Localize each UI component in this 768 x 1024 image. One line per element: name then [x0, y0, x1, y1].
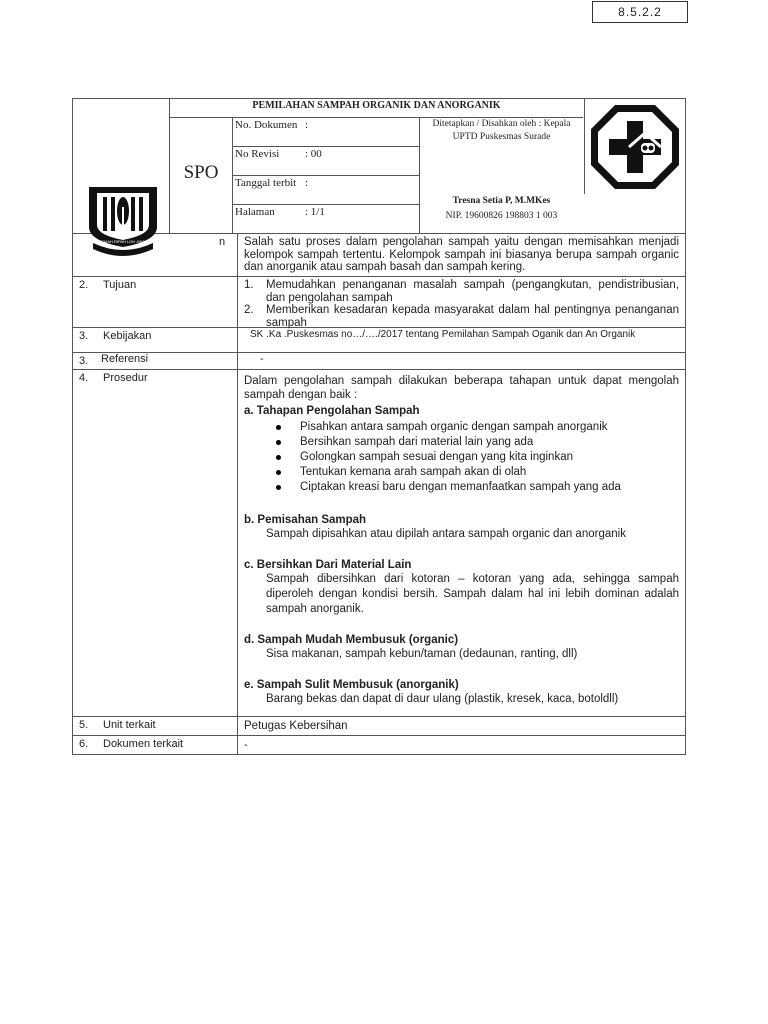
meta-value: : 1/1 — [305, 206, 325, 218]
row-tujuan — [73, 277, 685, 328]
unit-text: Petugas Kebersihan — [244, 720, 348, 732]
kebijakan-text: SK .Ka .Puskesmas no…/…./2017 tentang Pemilahan Sampah Oganik dan An Organik — [250, 329, 636, 340]
row-label-cell — [73, 717, 238, 735]
meta-value: : — [305, 119, 309, 131]
meta-key: No. Dokumen — [235, 119, 298, 131]
row-number: 3. — [79, 355, 89, 367]
prosedur-intro: Dalam pengolahan sampah dilakukan beberapa tahapan untuk dapat mengolah sampah dengan baik : — [244, 375, 679, 401]
list-item: 1. Memudahkan penanganan masalah sampah (pengangkutan, pendistribusian, dan pengolahan sampah — [244, 279, 679, 304]
meta-key: No Revisi — [235, 148, 280, 160]
row-unit-terkait — [73, 717, 685, 736]
list-item-text: Golongkan sampah sesuai dengan yang kita inginkan — [300, 451, 573, 463]
row-label-cell — [73, 353, 238, 369]
signatory-name: Tresna Setia P, M.MKes — [452, 196, 551, 206]
pengertian-text: Salah satu proses dalam pengolahan sampah yaitu dengan memisahkan menjadi kelompok sampah tertentu. Kelompok sampah ini biasanya berupa sampah organic dan anorganik atau sampah basah dan sampah kering. — [244, 236, 679, 273]
bullet-icon — [276, 425, 281, 430]
row-number: 5. — [79, 719, 89, 731]
regency-logo-cell — [73, 99, 170, 244]
meta-key: Tanggal terbit — [235, 177, 297, 189]
row-label: n — [219, 236, 226, 248]
row-number: 4. — [79, 372, 89, 384]
logo-motto: GEMAH RIPAH LOH JINAWI — [98, 239, 150, 244]
spo-document — [72, 98, 686, 755]
list-item: 2. Memberikan kesadaran kepada masyarakat dalam hal pentingnya penanganan sampah — [244, 304, 679, 329]
row-label-cell — [73, 234, 238, 276]
document-meta — [233, 118, 420, 233]
row-label: Dokumen terkait — [103, 738, 184, 750]
section-heading-c: c. Bersihkan Dari Material Lain — [244, 559, 412, 571]
row-referensi — [73, 353, 685, 370]
row-pengertian — [73, 234, 685, 277]
row-dokumen-terkait — [73, 736, 685, 754]
meta-row-revisi — [233, 147, 419, 176]
row-label: Kebijakan — [103, 330, 152, 342]
tahapan-list — [244, 420, 679, 495]
list-item — [276, 450, 679, 465]
section-e-text: Barang bekas dan dapat di daur ulang (plastik, kresek, kaca, botoldll) — [266, 693, 619, 705]
section-heading-d: d. Sampah Mudah Membusuk (organic) — [244, 634, 459, 646]
bullet-icon — [276, 455, 281, 460]
list-item-text: Bersihkan sampah dari material lain yang ada — [300, 436, 534, 448]
row-number: 6. — [79, 738, 89, 750]
list-item — [276, 465, 679, 480]
row-prosedur — [73, 370, 685, 717]
row-label-cell — [73, 277, 238, 327]
spo-label: SPO — [170, 118, 233, 233]
list-item-text: Memudahkan penanganan masalah sampah (pengangkutan, pendistribusian, dan pengolahan sampah — [266, 279, 679, 304]
referensi-text: - — [260, 353, 264, 365]
meta-value: : 00 — [305, 148, 322, 160]
section-heading-a: a. Tahapan Pengolahan Sampah — [244, 405, 420, 417]
meta-row-halaman — [233, 205, 419, 233]
section-b-text: Sampah dipisahkan atau dipilah antara sampah organic dan anorganik — [266, 528, 626, 540]
list-item-text: Tentukan kemana arah sampah akan di olah — [300, 466, 527, 478]
row-label: Unit terkait — [103, 719, 156, 731]
row-label: Prosedur — [103, 372, 148, 384]
authorized-by: Ditetapkan / Disahkan oleh : Kepala UPTD Puskesmas Surade — [432, 119, 571, 142]
document-header — [73, 98, 685, 244]
bullet-icon — [276, 470, 281, 475]
puskesmas-emblem-cell — [584, 99, 686, 194]
row-number: 3. — [79, 330, 89, 342]
bullet-icon — [276, 440, 281, 445]
list-item — [276, 435, 679, 450]
tujuan-list — [238, 277, 685, 331]
document-title: PEMILAHAN SAMPAH ORGANIK DAN ANORGANIK — [170, 99, 583, 118]
section-d-text: Sisa makanan, sampah kebun/taman (dedaunan, ranting, dll) — [266, 648, 578, 660]
list-item-text: Pisahkan antara sampah organic dengan sampah anorganik — [300, 421, 608, 433]
signatory-nip: NIP. 19600826 198803 1 003 — [445, 211, 558, 221]
row-label: Referensi — [101, 353, 149, 365]
row-label-cell — [73, 328, 238, 352]
puskesmas-cross-icon — [589, 103, 681, 191]
dokumen-text: - — [244, 739, 248, 751]
meta-key: Halaman — [235, 206, 275, 218]
list-item — [276, 420, 679, 435]
row-kebijakan — [73, 328, 685, 353]
section-heading-b: b. Pemisahan Sampah — [244, 514, 367, 526]
list-item-text: Memberikan kesadaran kepada masyarakat dalam hal pentingnya penanganan sampah — [266, 304, 679, 329]
document-code: 8.5.2.2 — [592, 1, 688, 23]
authorization-block — [420, 118, 583, 233]
row-label: Tujuan — [103, 279, 137, 291]
meta-value: : — [305, 177, 309, 189]
bullet-icon — [276, 485, 281, 490]
section-heading-e: e. Sampah Sulit Membusuk (anorganik) — [244, 679, 459, 691]
row-number: 2. — [79, 279, 89, 291]
meta-row-tanggal — [233, 176, 419, 205]
row-label-cell — [73, 370, 238, 716]
row-label-cell — [73, 736, 238, 754]
list-item-text: Ciptakan kreasi baru dengan memanfaatkan sampah yang ada — [300, 481, 621, 493]
meta-row-dokumen — [233, 118, 419, 147]
list-item — [276, 480, 679, 495]
section-c-text: Sampah dibersihkan dari kotoran – kotoran yang ada, sehingga sampah diperoleh dengan kondisi bersih. Sampah dalam hal ini lebih dominan adalah sampah anorganik. — [266, 573, 679, 615]
prosedur-content — [238, 370, 685, 709]
